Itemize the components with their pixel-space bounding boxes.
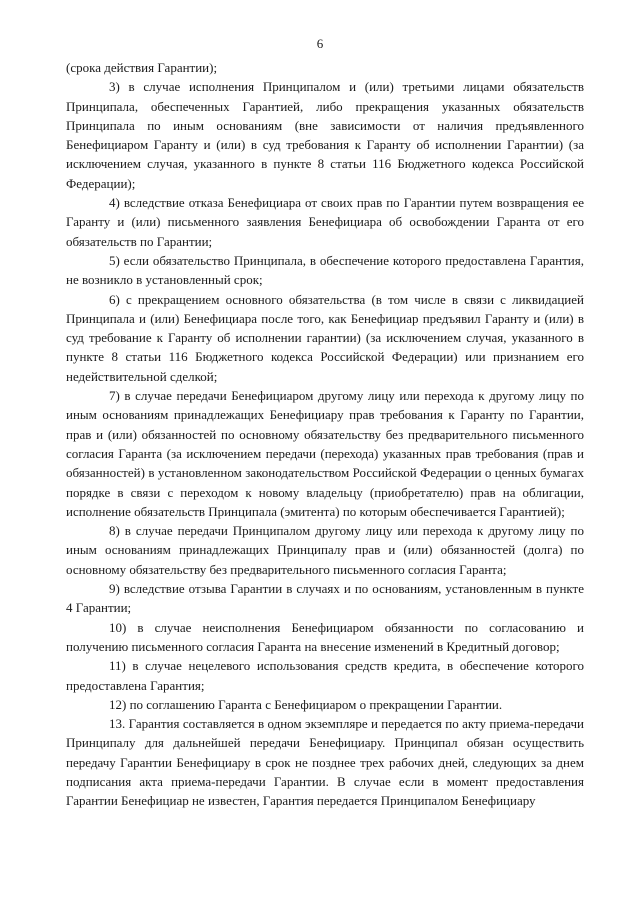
paragraph-item-3: 3) в случае исполнения Принципалом и (или) третьими лицами обязательств Принципала, обеспеченных Гарантией, либо прекращения указанных обязательств Принципала по иным основаниям (вне зависимости от наличия предъявленного Бенефициаром Гаранту и (или) в суд требования к Гаранту об исполнении Гарантии) (за исключением случая, указанного в пункте 8 статьи 116 Бюджетного кодекса Российской Федерации); <box>66 79 584 191</box>
paragraph-item-5: 5) если обязательство Принципала, в обеспечение которого предоставлена Гарантия, не возникло в установленный срок; <box>66 252 584 288</box>
paragraph-item-7: 7) в случае передачи Бенефициаром другому лицу или перехода к другому лицу по иным основаниям принадлежащих Бенефициару прав требования к Гаранту по Гарантии, прав и (или) обязанностей по основному обязательству без предварительного письменного согласия Гаранта (за исключением передачи (перехода) указанных прав требования (прав и обязанностей) в установленном законодательством Российской Федерации о ценных бумагах порядке в связи с переходом к новому владельцу (приобретателю) прав на облигации, исполнение обязательств Принципала (эмитента) по которым обеспечивается Гарантией); <box>66 388 584 519</box>
paragraph-item-6: 6) с прекращением основного обязательства (в том числе в связи с ликвидацией Принципала и (или) Бенефициара после того, как Бенефициар предъявил Гаранту и (или) в суд требование к Гаранту об исполнении гарантии) (за исключением случая, указанного в пункте 8 статьи 116 Бюджетного кодекса Российской Федерации) или признанием его недействительной сделкой; <box>66 291 584 384</box>
paragraph-section-13: 13. Гарантия составляется в одном экземпляре и передается по акту приема-передачи Принципалу для дальнейшей передачи Бенефициару. Принципал обязан осуществить передачу Гарантии Бенефициару в срок не позднее трех рабочих дней, следующих за днем подписания акта приема-передачи Гарантии. В случае если в момент предоставления Гарантии Бенефициар не известен, Гарантия передается Принципалом Бенефициару <box>66 716 584 809</box>
paragraph-item-12: 12) по соглашению Гаранта с Бенефициаром о прекращении Гарантии. <box>109 696 503 712</box>
paragraph-item-10: 10) в случае неисполнения Бенефициаром обязанности по согласованию и получению письменного согласия Гаранта на внесение изменений в Кредитный договор; <box>66 619 584 654</box>
paragraph-continuation: (срока действия Гарантии); <box>66 60 218 75</box>
paragraph-item-9: 9) вследствие отзыва Гарантии в случаях и по основаниям, установленным в пункте 4 Гарантии; <box>66 581 584 616</box>
paragraph-item-11: 11) в случае нецелевого использования средств кредита, в обеспечение которого предоставлена Гарантия; <box>66 658 584 693</box>
document-body <box>66 58 584 811</box>
paragraph-item-4: 4) вследствие отказа Бенефициара от своих прав по Гарантии путем возвращения ее Гаранту и (или) письменного заявления Бенефициара об освобождении Гаранта от его обязательств по Гарантии; <box>66 195 584 249</box>
paragraph-item-8: 8) в случае передачи Принципалом другому лицу или перехода к другому лицу по иным основаниям принадлежащих Принципалу прав и (или) обязанностей (долга) по основному обязательству без предварительного письменного согласия Гаранта; <box>66 523 584 577</box>
page-number: 6 <box>316 36 324 51</box>
